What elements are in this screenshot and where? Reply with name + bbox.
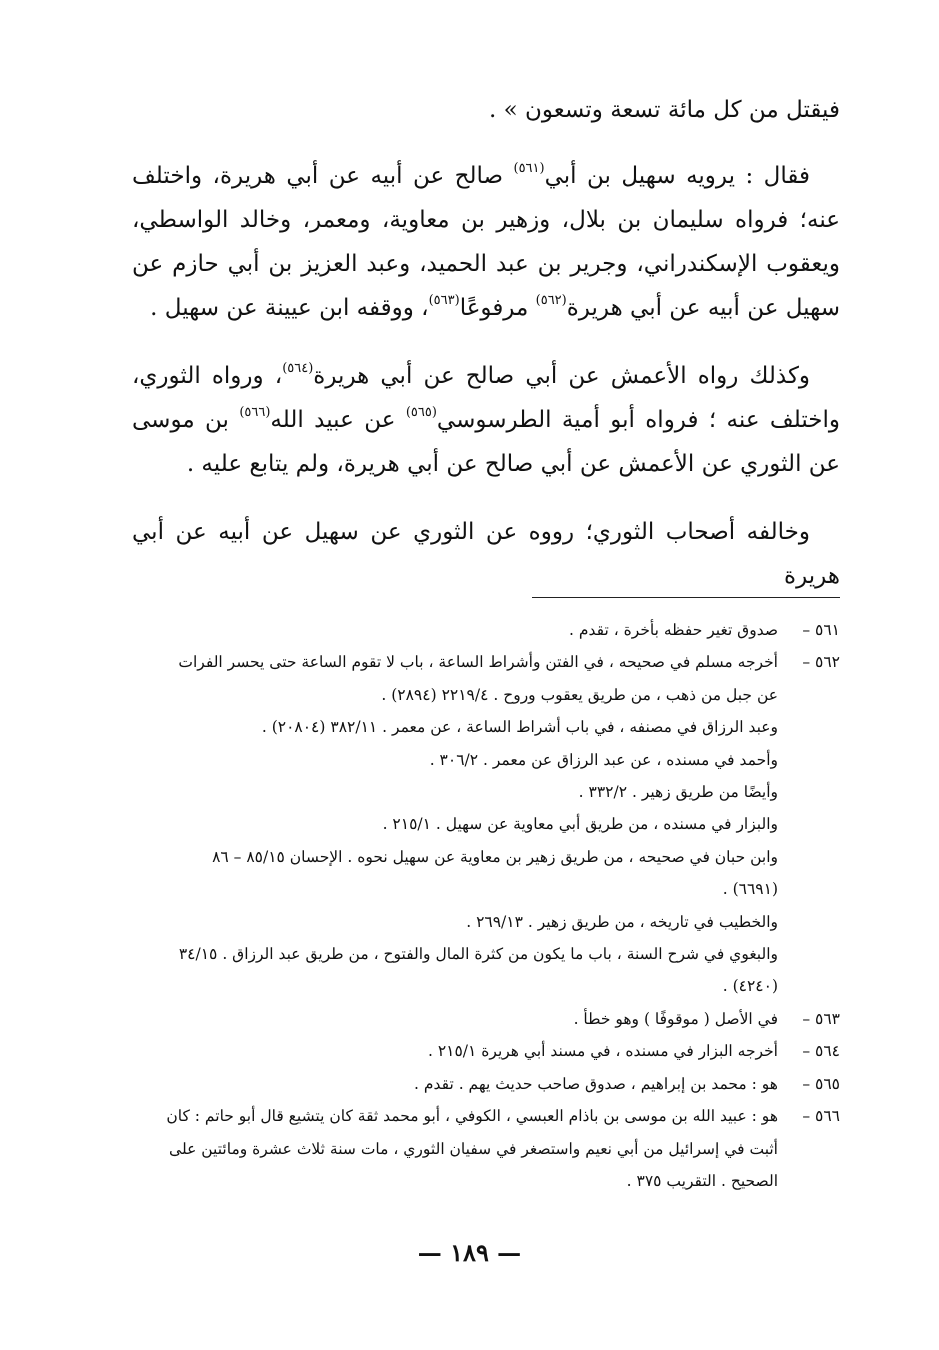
footnote-divider	[532, 597, 840, 598]
footnote-line: (٦٦٩١) .	[722, 880, 778, 899]
footnote	[132, 646, 840, 1002]
footnote-ref: (٥٦٢)	[535, 293, 567, 309]
footnote-line: وأيضًا من طريق زهير . ٣٣٢/٢ .	[578, 783, 778, 802]
footnote	[132, 614, 840, 646]
footnote-number: ٥٦٦ –	[802, 1107, 840, 1126]
footnote-line: في الأصل ( موقوفًا ) وهو خطأ .	[573, 1009, 778, 1028]
page-number: — ١٨٩ —	[417, 1238, 522, 1267]
paragraph: وخالفه أصحاب الثوري؛ رووه عن الثوري عن سهيل عن أبيه عن أبي هريرة	[132, 519, 840, 589]
paragraph: فيقتل من كل مائة تسعة وتسعون » .	[489, 97, 840, 123]
footnote-number: ٥٦٣ –	[802, 1009, 840, 1028]
footnote-ref: (٥٦٦)	[239, 405, 271, 421]
footnote	[132, 1100, 840, 1197]
footnote-line: هو : محمد بن إبراهيم ، صدوق صاحب حديث يهم . تقدم .	[414, 1074, 778, 1093]
footnote-line: أثبت في إسرائيل من أبي نعيم واستصغر في سفيان الثوري ، مات سنة ثلاث عشرة ومائتين على	[169, 1139, 778, 1158]
paragraph: فقال : يرويه سهيل بن أبي$^{(٥٦١)}$ صالح عن أبيه عن أبي هريرة، واختلف عنه؛ فرواه سليمان بن بلال، وزهير بن معاوية، ومعمر، وخالد الواسطي، ويعقوب الإسكندراني، وجرير بن عبد الحميد، وعبد العزيز بن أبي حازم عن سهيل عن أبيه عن أبي هريرة$^{(٥٦٢)}$ مرفوعًا$^{(٥٦٣)}$، ووقفه ابن عيينة عن سهيل .	[132, 161, 840, 321]
footnote-line: (٤٢٤٠) .	[722, 977, 778, 996]
footnote-line: صدوق تغير حفظه بأخرة ، تقدم .	[569, 621, 778, 639]
main-text	[132, 88, 840, 622]
footnote-number: ٥٦٥ –	[802, 1074, 840, 1093]
footnote-line: وعبد الرزاق في مصنفه ، في باب أشراط الساعة ، عن معمر . ٣٨٢/١١ (٢٠٨٠٤) .	[261, 718, 778, 737]
footnote-number: ٥٦٢ –	[802, 653, 840, 672]
footnote-line: وأحمد في مسنده ، عن عبد الرزاق عن معمر . ٣٠٦/٢ .	[429, 750, 778, 769]
footnote-line: أخرجه مسلم في صحيحه ، في الفتن وأشراط الساعة ، باب لا تقوم الساعة حتى يحسر الفرات	[178, 653, 778, 672]
footnote-line: وابن حبان في صحيحه ، من طريق زهير بن معاوية عن سهيل نحوه . الإحسان ٨٥/١٥ – ٨٦	[212, 847, 778, 866]
footnote-ref: (٥٦٤)	[282, 361, 314, 377]
footnote	[132, 1035, 840, 1067]
footnote-number: ٥٦١ –	[802, 621, 840, 639]
footnote	[132, 1003, 840, 1035]
footnotes	[132, 614, 840, 1197]
footnote-line: والبزار في مسنده ، من طريق أبي معاوية عن سهيل . ٢١٥/١ .	[382, 815, 778, 834]
footnote	[132, 1068, 840, 1100]
footnote-line: والخطيب في تاريخه ، من طريق زهير . ٢٦٩/١٣ .	[466, 912, 778, 931]
footnote-line: والبغوي في شرح السنة ، باب ما يكون من كثرة المال والفتوح ، من طريق عبد الرزاق . ٣٤/١٥	[178, 945, 778, 964]
footnote-ref: (٥٦٣)	[428, 293, 460, 309]
footnote-line: أخرجه البزار في مسنده ، في مسند أبي هريرة ٢١٥/١ .	[427, 1042, 778, 1061]
footnote-line: عن جبل من ذهب ، من طريق يعقوب وروح . ٢٢١٩/٤ (٢٨٩٤) .	[381, 685, 778, 704]
footnote-line: هو : عبيد الله بن موسى بن باذام العبسي ، الكوفي ، أبو محمد ثقة كان يتشيع قال أبو حاتم : كان	[166, 1107, 778, 1126]
paragraph: وكذلك رواه الأعمش عن أبي صالح عن أبي هريرة$^{(٥٦٤)}$، ورواه الثوري، واختلف عنه ؛ فرواه أبو أمية الطرسوسي$^{(٥٦٥)}$ عن عبيد الله$^{(٥٦٦)}$ بن موسى عن الثوري عن الأعمش عن أبي صالح عن أبي هريرة، ولم يتابع عليه .	[132, 361, 840, 477]
footnote-ref: (٥٦١)	[513, 161, 545, 177]
footnote-line: الصحيح . التقريب ٣٧٥ .	[626, 1171, 778, 1190]
footnote-number: ٥٦٤ –	[802, 1042, 840, 1061]
footnote-ref: (٥٦٥)	[405, 405, 437, 421]
